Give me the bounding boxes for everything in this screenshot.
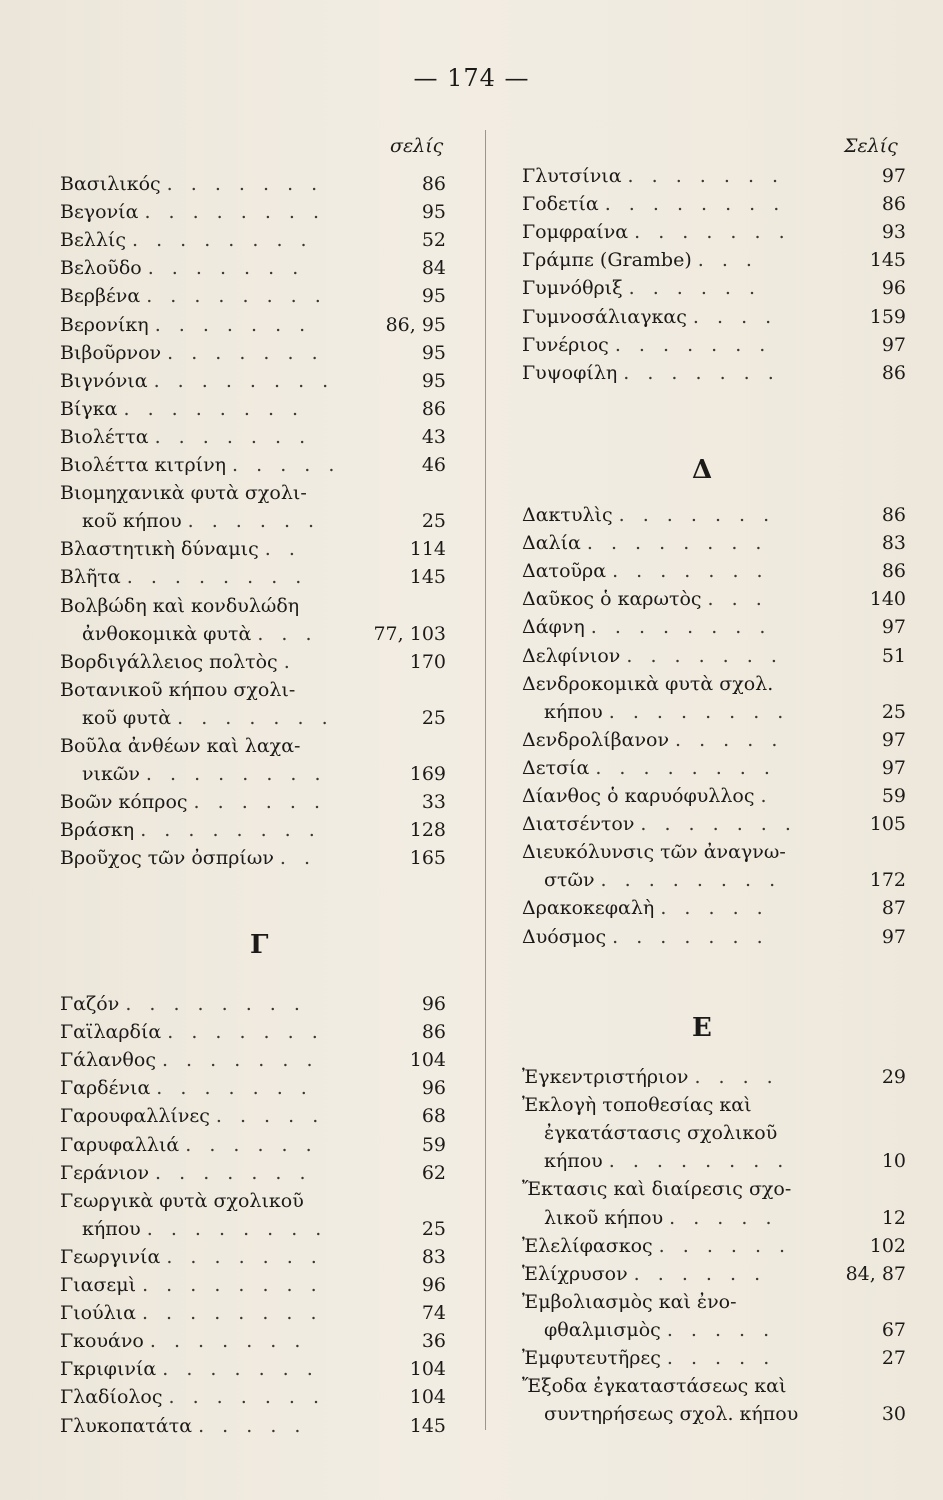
entry-page-number: 128: [409, 819, 446, 842]
leader-dots: . . . . .: [675, 728, 784, 751]
entry-page-number: 25: [881, 700, 906, 723]
index-entry: [522, 361, 780, 385]
leader-dots: . . . . . . .: [156, 1077, 313, 1100]
leader-dots: . . . . . . .: [149, 1330, 307, 1353]
entry-term: κήπου: [544, 1150, 603, 1173]
leader-dots: . . . . . . .: [154, 313, 312, 336]
index-entry: [60, 565, 307, 589]
index-entry: [522, 840, 786, 864]
entry-page-number: 172: [869, 869, 906, 892]
entry-page-number: 86: [881, 560, 906, 583]
leader-dots: . . . . . . . .: [142, 1274, 323, 1296]
index-entry: [522, 812, 797, 836]
entry-page-number: 97: [881, 756, 906, 779]
entry-page-number: 97: [881, 616, 906, 639]
index-entry: [60, 818, 321, 842]
entry-page-number: 140: [869, 588, 906, 611]
entry-page-number: 51: [881, 644, 906, 667]
leader-dots: . . . . . . . .: [131, 229, 313, 252]
leader-dots: .: [283, 650, 296, 673]
leader-dots: . . . . . . .: [627, 165, 785, 187]
index-entry: [522, 615, 771, 639]
entry-term: κήπου: [544, 700, 603, 723]
index-entry: [60, 509, 320, 533]
index-entry: [522, 1149, 789, 1173]
index-entry: [522, 1346, 775, 1370]
entry-page-number: 145: [409, 566, 446, 589]
leader-dots: . . . . . .: [187, 510, 321, 533]
index-entry: [522, 1121, 777, 1145]
entry-page-number: 159: [869, 305, 906, 328]
leader-dots: . . . . . . . .: [144, 201, 326, 224]
index-entry: [60, 1133, 318, 1157]
leader-dots: . . . . . . . .: [604, 193, 786, 216]
leader-dots: . . . . . . . .: [123, 397, 305, 420]
entry-term: Βοῦλα ἀνθέων καὶ λαχα-: [60, 735, 301, 757]
entry-page-number: 169: [409, 763, 446, 786]
index-entry: [522, 164, 784, 188]
entry-term: Γκριφινία: [60, 1358, 157, 1381]
index-entry: [60, 397, 304, 421]
entry-page-number: 97: [881, 333, 906, 356]
leader-dots: . . .: [697, 249, 758, 272]
index-entry: [60, 1357, 319, 1381]
column-divider: [485, 130, 486, 1430]
entry-term: Γυνέριος: [522, 333, 609, 356]
leader-dots: . . . . . . . .: [141, 1302, 323, 1325]
leader-dots: . . . . . .: [193, 791, 326, 814]
leader-dots: . . . . . . . .: [586, 532, 768, 555]
leader-dots: . . . . . . .: [154, 425, 312, 448]
entry-page-number: 102: [869, 1234, 906, 1257]
index-entry: [60, 228, 313, 252]
entry-term: Γιούλια: [60, 1302, 136, 1325]
index-entry: [522, 1374, 786, 1398]
leader-dots: . .: [264, 538, 301, 561]
index-entry: [522, 672, 773, 696]
entry-page-number: 68: [421, 1105, 446, 1128]
entry-term: Βελλίς: [60, 229, 126, 252]
index-entry: [522, 1206, 778, 1230]
entry-term: Ἑλίχρυσον: [522, 1262, 628, 1285]
entry-term: Ἐλελίφασκος: [522, 1234, 653, 1257]
index-entry: [522, 220, 791, 244]
entry-term: Βιγνόνια: [60, 369, 148, 392]
entry-page-number: 93: [881, 221, 906, 244]
leader-dots: . . . . . . . .: [125, 993, 306, 1015]
index-entry: [522, 1262, 766, 1286]
entry-page-number: 105: [869, 813, 906, 836]
index-entry: [60, 734, 300, 758]
leader-dots: . . . . . . .: [167, 1021, 324, 1044]
index-entry: [522, 1402, 798, 1426]
leader-dots: . . . .: [694, 1066, 779, 1088]
leader-dots: . . . . . . . .: [590, 616, 772, 639]
entry-page-number: 43: [421, 425, 446, 448]
leader-dots: . . . . . . .: [161, 1049, 319, 1072]
entry-page-number: 10: [881, 1150, 906, 1173]
entry-term: Γαϊλαρδία: [60, 1021, 162, 1044]
entry-term: νικῶν: [82, 763, 140, 786]
entry-page-number: 25: [421, 510, 446, 533]
section-letter: Δ: [692, 455, 713, 485]
index-entry: [60, 1217, 327, 1241]
leader-dots: . . . . . . . .: [146, 285, 327, 308]
index-entry: [60, 790, 326, 814]
entry-page-number: 95: [421, 285, 446, 308]
entry-term: Δακτυλὶς: [522, 504, 613, 526]
index-entry: [60, 425, 311, 449]
entry-page-number: 114: [409, 538, 446, 561]
index-entry: [522, 700, 789, 724]
index-entry: [522, 587, 768, 611]
entry-term: Βιομηχανικὰ φυτὰ σχολι-: [60, 482, 307, 505]
entry-term: Γεωργινία: [60, 1245, 161, 1268]
index-entry: [60, 1048, 318, 1072]
index-entry: [60, 678, 295, 702]
index-entry: [60, 622, 318, 646]
entry-term: κοῦ κήπου: [82, 510, 182, 533]
leader-dots: . . . . . . . .: [145, 763, 327, 786]
index-entry: [522, 1177, 791, 1201]
entry-term: Γιασεμὶ: [60, 1274, 137, 1296]
entry-term: Γλυτσίνια: [522, 165, 622, 187]
leader-dots: . . . . . . . .: [140, 819, 321, 842]
index-entry: [522, 728, 783, 752]
section-letter: Ε: [692, 1013, 712, 1043]
index-entry: [60, 706, 334, 730]
entry-page-number: 95: [421, 201, 446, 224]
leader-dots: . . . . . .: [633, 1262, 767, 1285]
entry-term: ἀνθοκομικὰ φυτὰ: [82, 622, 252, 645]
leader-dots: . . . . .: [666, 1318, 776, 1341]
leader-dots: . . . . . . . .: [153, 369, 335, 392]
index-entry: [60, 846, 316, 870]
index-entry: [60, 200, 325, 224]
entry-page-number: 104: [409, 1386, 446, 1409]
index-entry: [60, 1020, 324, 1044]
entry-term: Βεγονία: [60, 201, 139, 224]
entry-page-number: 97: [881, 925, 906, 948]
index-entry: [522, 531, 767, 555]
entry-term: Γλαδίολος: [60, 1386, 163, 1409]
index-entry: [60, 1076, 313, 1100]
entry-page-number: 87: [881, 897, 906, 920]
right-column-header: Σελίς: [844, 135, 898, 157]
entry-term: Ἐμβολιασμὸς καὶ ἐνο-: [522, 1290, 737, 1313]
index-entry: [60, 313, 311, 337]
leader-dots: . . .: [707, 588, 768, 611]
leader-dots: . . . . . . .: [155, 1161, 312, 1184]
index-entry: [522, 192, 785, 216]
entry-page-number: 84: [421, 257, 446, 280]
entry-term: Γαρδένια: [60, 1077, 151, 1100]
index-entry: [522, 925, 769, 949]
leader-dots: . . . . . . .: [166, 173, 324, 195]
index-entry: [60, 172, 323, 196]
entry-page-number: 97: [881, 165, 906, 187]
entry-page-number: 33: [421, 791, 446, 814]
entry-page-number: 25: [421, 706, 446, 729]
index-entry: [60, 1161, 312, 1185]
entry-term: Διατσέντον: [522, 813, 635, 836]
entry-term: Βροῦχος τῶν ὀσπρίων: [60, 847, 274, 870]
entry-term: Βίγκα: [60, 397, 118, 420]
index-entry: [60, 369, 334, 393]
leader-dots: . . . . . . .: [614, 333, 772, 356]
index-entry: [522, 1318, 775, 1342]
index-entry: [522, 896, 769, 920]
entry-page-number: 30: [881, 1403, 906, 1426]
entry-term: Βράσκη: [60, 819, 135, 842]
leader-dots: . . . .: [692, 305, 778, 328]
entry-term: Δρακοκεφαλὴ: [522, 897, 655, 920]
leader-dots: . . . . . . .: [167, 341, 324, 364]
leader-dots: .: [760, 785, 773, 807]
leader-dots: . . . . . . . .: [126, 566, 308, 589]
leader-dots: . . . . . . .: [147, 257, 305, 280]
entry-term: Γαρουφαλλίνες: [60, 1105, 210, 1128]
entry-term: στῶν: [544, 869, 595, 892]
index-entry: [60, 650, 296, 674]
index-entry: [522, 1065, 779, 1089]
entry-term: Δαλία: [522, 532, 581, 555]
entry-page-number: 74: [421, 1302, 446, 1325]
entry-page-number: 59: [881, 785, 906, 807]
entry-term: Βιβοῦρνον: [60, 341, 162, 364]
entry-page-number: 46: [421, 454, 446, 476]
leader-dots: . . . . . .: [628, 277, 762, 300]
entry-term: Βολβώδη καὶ κονδυλώδη: [60, 594, 300, 617]
index-entry: [522, 559, 769, 583]
entry-page-number: 36: [421, 1330, 446, 1353]
index-entry: [522, 644, 783, 668]
index-entry: [522, 333, 771, 357]
entry-term: συντηρήσεως σχολ. κήπου: [544, 1403, 799, 1426]
entry-page-number: 52: [421, 229, 446, 252]
entry-page-number: 86: [421, 397, 446, 420]
leader-dots: . . . . . . .: [612, 925, 769, 948]
entry-page-number: 86: [881, 361, 906, 384]
entry-term: Βλῆτα: [60, 566, 121, 589]
leader-dots: . . . . . . .: [177, 706, 334, 729]
index-entry: [522, 1290, 737, 1314]
entry-term: λικοῦ κήπου: [544, 1206, 664, 1229]
entry-page-number: 83: [881, 532, 906, 555]
entry-page-number: 12: [881, 1206, 906, 1229]
leader-dots: . .: [279, 847, 317, 870]
entry-page-number: 59: [421, 1133, 446, 1156]
leader-dots: . . . . . . .: [618, 504, 776, 526]
entry-page-number: 86: [881, 193, 906, 216]
entry-term: Γάλανθος: [60, 1049, 156, 1072]
index-entry: [60, 1104, 324, 1128]
entry-page-number: 86: [881, 504, 906, 526]
entry-term: Δενδρολίβανον: [522, 728, 670, 751]
index-entry: [60, 594, 299, 618]
entry-page-number: 165: [409, 847, 446, 870]
index-entry: [60, 1414, 306, 1438]
entry-page-number: 62: [421, 1161, 446, 1184]
entry-term: Γεράνιον: [60, 1161, 150, 1184]
leader-dots: . . . . . . . .: [595, 756, 776, 779]
index-entry: [60, 537, 301, 561]
index-entry: [60, 256, 304, 280]
entry-term: Βασιλικός: [60, 173, 161, 195]
index-entry: [522, 276, 761, 300]
entry-term: Βοῶν κόπρος: [60, 791, 188, 814]
entry-term: Γυμνόθριξ: [522, 277, 623, 300]
entry-term: Βελοῦδο: [60, 257, 142, 280]
section-letter: Γ: [250, 930, 269, 960]
entry-page-number: 86: [421, 173, 446, 195]
entry-term: Δίανθος ὁ καρυόφυλλος: [522, 785, 755, 807]
entry-page-number: 96: [421, 993, 446, 1015]
leader-dots: . . . . . . . .: [146, 1217, 328, 1240]
index-entry: [60, 762, 327, 786]
index-entry: [522, 248, 758, 272]
entry-term: Βορδιγάλλειος πολτὸς: [60, 650, 278, 673]
index-entry: [60, 992, 306, 1016]
index-entry: [522, 503, 775, 527]
entry-term: Γεωργικὰ φυτὰ σχολικοῦ: [60, 1189, 304, 1212]
entry-page-number: 95: [421, 341, 446, 364]
entry-page-number: 86: [421, 1021, 446, 1044]
index-entry: [522, 756, 776, 780]
entry-page-number: 145: [409, 1414, 446, 1437]
entry-term: Γυμνοσάλιαγκας: [522, 305, 687, 328]
entry-term: Ἐκλογὴ τοποθεσίας καὶ: [522, 1094, 752, 1117]
entry-term: Γκουάνο: [60, 1330, 144, 1353]
entry-page-number: 104: [409, 1049, 446, 1072]
index-entry: [522, 1093, 752, 1117]
entry-page-number: 27: [881, 1347, 906, 1369]
entry-page-number: 29: [881, 1066, 906, 1088]
entry-page-number: 86, 95: [385, 313, 446, 336]
index-entry: [60, 1385, 325, 1409]
entry-page-number: 84, 87: [845, 1262, 906, 1285]
entry-term: Γλυκοπατάτα: [60, 1414, 193, 1437]
entry-term: φθαλμισμὸς: [544, 1318, 661, 1341]
leader-dots: . . . . .: [215, 1105, 325, 1128]
entry-page-number: 96: [881, 277, 906, 300]
index-entry: [60, 453, 340, 477]
leader-dots: . . . . .: [198, 1414, 307, 1437]
entry-term: Δενδροκομικὰ φυτὰ σχολ.: [522, 672, 774, 695]
leader-dots: . . . . . . .: [626, 644, 783, 667]
leader-dots: . . . . . . . .: [608, 1150, 790, 1173]
leader-dots: . . . . . . . .: [608, 700, 790, 723]
index-entry: [522, 1234, 791, 1258]
index-entry: [60, 1189, 304, 1213]
entry-term: ἐγκατάστασις σχολικοῦ: [544, 1122, 778, 1145]
entry-term: Δαῦκος ὁ καρωτὸς: [522, 588, 702, 611]
leader-dots: . . .: [257, 622, 318, 645]
entry-term: Βιολέττα: [60, 425, 149, 448]
entry-term: Γράμπε (Grambe): [522, 249, 692, 272]
entry-term: Γυψοφίλη: [522, 361, 618, 384]
left-column-header: σελίς: [390, 135, 444, 157]
entry-term: Γαζόν: [60, 993, 120, 1015]
leader-dots: . . . . . . .: [612, 560, 769, 583]
leader-dots: . . . . . . .: [640, 813, 797, 836]
leader-dots: . . . . . . . .: [600, 869, 782, 892]
leader-dots: . . . . . . .: [623, 361, 780, 384]
entry-term: Βερβένα: [60, 285, 141, 308]
entry-term: Διευκόλυνσις τῶν ἀναγνω-: [522, 841, 786, 864]
leader-dots: . . . . .: [660, 897, 769, 920]
entry-term: Γομφραίνα: [522, 221, 629, 244]
index-entry: [522, 305, 777, 329]
entry-term: Ἔκτασις καὶ διαίρεσις σχο-: [522, 1178, 792, 1201]
entry-page-number: 95: [421, 369, 446, 392]
index-entry: [522, 868, 781, 892]
entry-term: Βιολέττα κιτρίνη: [60, 454, 227, 476]
entry-page-number: 145: [869, 249, 906, 272]
leader-dots: . . . . .: [669, 1206, 778, 1229]
entry-term: Δετσία: [522, 756, 590, 779]
index-entry: [60, 1329, 306, 1353]
leader-dots: . . . . .: [666, 1347, 776, 1369]
entry-term: Δυόσμος: [522, 925, 607, 948]
entry-term: Δατοῦρα: [522, 560, 607, 583]
entry-term: κήπου: [82, 1217, 141, 1240]
leader-dots: . . . . . . .: [166, 1245, 323, 1268]
entry-term: Ἐμφυτευτῆρες: [522, 1347, 661, 1369]
index-entry: [60, 284, 327, 308]
entry-term: Δάφνη: [522, 616, 585, 639]
leader-dots: . . . . .: [232, 454, 341, 476]
entry-term: Βερονίκη: [60, 313, 149, 336]
index-entry: [60, 1245, 323, 1269]
entry-term: Βοτανικοῦ κήπου σχολι-: [60, 678, 296, 701]
leader-dots: . . . . . . .: [634, 221, 791, 244]
leader-dots: . . . . . . .: [162, 1358, 319, 1381]
entry-page-number: 67: [881, 1318, 906, 1341]
entry-page-number: 96: [421, 1274, 446, 1296]
entry-term: Δελφίνιον: [522, 644, 621, 667]
leader-dots: . . . . . .: [658, 1234, 792, 1257]
page-number: — 174 —: [413, 64, 530, 92]
entry-term: Γοδετία: [522, 193, 599, 216]
index-entry: [522, 784, 773, 808]
entry-term: Βλαστητικὴ δύναμις: [60, 538, 259, 561]
leader-dots: . . . . . .: [185, 1133, 318, 1156]
leader-dots: . . . . . . .: [168, 1386, 326, 1409]
index-entry: [60, 1301, 323, 1325]
entry-page-number: 97: [881, 728, 906, 751]
entry-term: κοῦ φυτὰ: [82, 706, 172, 729]
entry-term: Ἔξοδα ἐγκαταστάσεως καὶ: [522, 1375, 787, 1398]
index-entry: [60, 1273, 323, 1297]
entry-page-number: 104: [409, 1358, 446, 1381]
entry-page-number: 25: [421, 1217, 446, 1240]
entry-term: Γαρυφαλλιά: [60, 1133, 180, 1156]
index-entry: [60, 481, 307, 505]
entry-page-number: 96: [421, 1077, 446, 1100]
entry-page-number: 170: [409, 650, 446, 673]
entry-page-number: 77, 103: [373, 622, 446, 645]
entry-term: Ἐγκεντριστήριον: [522, 1066, 689, 1088]
index-entry: [60, 341, 324, 365]
entry-page-number: 83: [421, 1245, 446, 1268]
